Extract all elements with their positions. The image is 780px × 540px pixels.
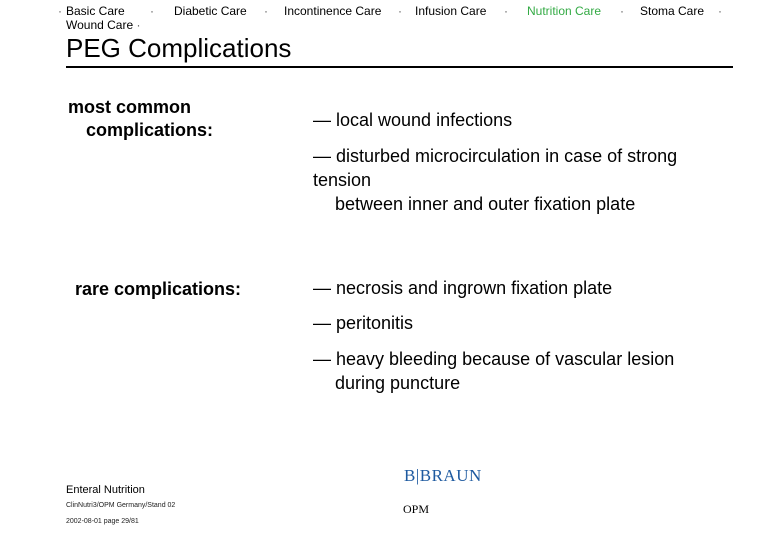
nav-separator: · <box>504 4 508 18</box>
nav-item-basic-care[interactable]: Basic Care <box>66 4 125 18</box>
nav-item-infusion-care[interactable]: Infusion Care <box>415 4 487 18</box>
complication-text: — disturbed microcirculation in case of strong <box>313 146 678 166</box>
common-complications-label <box>68 96 288 142</box>
complication-item <box>313 347 753 395</box>
nav-item-wound-care[interactable]: Wound Care <box>66 18 134 32</box>
footer-category: Enteral Nutrition <box>66 484 145 496</box>
footer-date-page: 2002-08-01 page 29/81 <box>66 518 139 525</box>
title-underline <box>66 66 733 68</box>
complication-text: — local wound infections <box>313 110 513 130</box>
common-label-line2: complications: <box>86 120 214 140</box>
nav-separator: · <box>264 4 268 18</box>
complication-text: — peritonitis <box>313 313 414 333</box>
top-navigation-row2 <box>66 18 141 32</box>
nav-item-diabetic-care[interactable]: Diabetic Care <box>174 4 247 18</box>
footer-source: ClinNutri3/OPM Germany/Stand 02 <box>66 502 176 509</box>
rare-complications-label: rare complications: <box>75 279 242 299</box>
common-label-line1: most common <box>68 97 192 117</box>
nav-separator: · <box>398 4 402 18</box>
nav-separator: · <box>620 4 624 18</box>
nav-separator: · <box>718 4 722 18</box>
nav-separator: · <box>58 4 62 18</box>
complication-text: — heavy bleeding because of vascular lesion <box>313 349 675 369</box>
page-title: PEG Complications <box>66 33 292 63</box>
top-navigation <box>58 4 778 20</box>
complication-item <box>313 108 753 132</box>
nav-item-incontinence-care[interactable]: Incontinence Care <box>284 4 382 18</box>
complication-text-cont: between inner and outer fixation plate <box>335 194 636 214</box>
bbraun-logo: B|BRAUN <box>404 466 482 485</box>
complication-item <box>313 144 753 216</box>
complication-text-cont: during puncture <box>335 373 461 393</box>
complication-text: — necrosis and ingrown fixation plate <box>313 278 613 298</box>
nav-separator: · <box>150 4 154 18</box>
complication-item <box>313 311 753 335</box>
nav-item-nutrition-care[interactable]: Nutrition Care <box>527 4 602 18</box>
complication-item <box>313 276 753 300</box>
nav-separator: · <box>136 18 141 32</box>
nav-item-stoma-care[interactable]: Stoma Care <box>640 4 705 18</box>
footer-unit: OPM <box>403 502 430 516</box>
complication-text-cont: tension <box>313 170 372 190</box>
